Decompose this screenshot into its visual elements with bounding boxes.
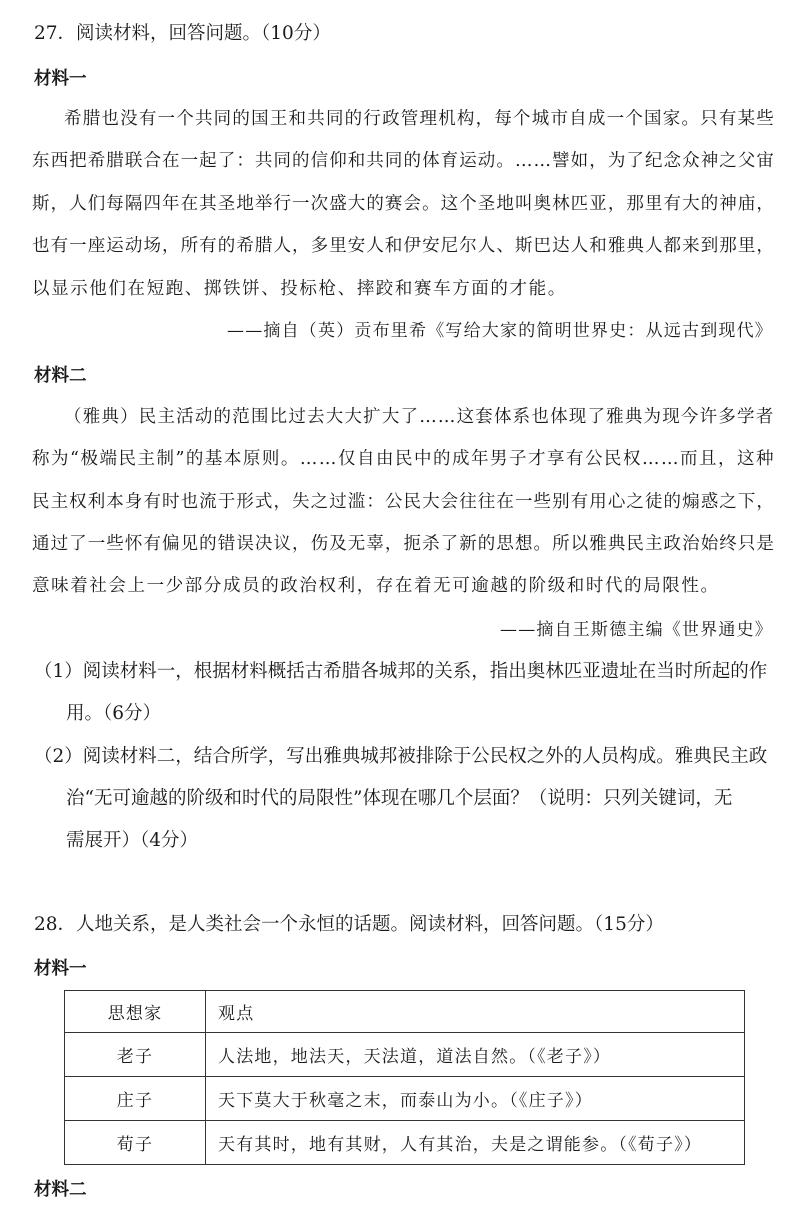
material-2-line: 意味着社会上一少部分成员的政治权利，存在着无可逾越的阶级和时代的局限性。 [32, 576, 720, 596]
sub-question-1: （1）阅读材料一，根据材料概括古希腊各城邦的关系，指出奥林匹亚遗址在当时所起的作 [34, 661, 768, 682]
table-header-thinker: 思想家 [65, 991, 206, 1033]
question-27-title: 27．阅读材料，回答问题。（10分） [34, 23, 331, 44]
table-row [65, 1077, 745, 1121]
material-1-heading: 材料一 [34, 69, 87, 89]
material-2-line: （雅典）民主活动的范围比过去大大扩大了……这套体系也体现了雅典为现今许多学者 [64, 407, 775, 427]
material-1-line: 以显示他们在短跑、掷铁饼、投标枪、摔跤和赛车方面的才能。 [32, 279, 567, 299]
table-row [65, 1121, 745, 1165]
table-header-viewpoint: 观点 [206, 991, 745, 1033]
material-2-line: 称为“极端民主制”的基本原则。……仅自由民中的成年男子才享有公民权……而且，这种 [32, 449, 775, 469]
material-1-line: 希腊也没有一个共同的国王和共同的行政管理机构，每个城市自成一个国家。只有某些 [64, 109, 775, 129]
material-2-line: 民主权利本身有时也流于形式，失之过滥：公民大会往往在一些别有用心之徒的煽惑之下， [32, 492, 775, 512]
material-1-source: ——摘自（英）贡布里希《写给大家的简明世界史：从远古到现代》 [227, 321, 773, 341]
material-2-heading: 材料二 [34, 366, 87, 386]
table-cell-viewpoint: 天下莫大于秋毫之末，而泰山为小。（《庄子》） [206, 1077, 745, 1121]
sub-question-2-cont: 治“无可逾越的阶级和时代的局限性”体现在哪几个层面？（说明：只列关键词，无 [66, 788, 733, 809]
table-cell-viewpoint: 天有其时，地有其财，人有其治，夫是之谓能参。（《荀子》） [206, 1121, 745, 1165]
table-cell-thinker: 老子 [65, 1033, 206, 1077]
material-2-line: 通过了一些怀有偏见的错误决议，伤及无辜，扼杀了新的思想。所以雅典民主政治始终只是 [32, 534, 775, 554]
material-1-heading: 材料一 [34, 959, 87, 979]
material-1-line: 斯，人们每隔四年在其圣地举行一次盛大的赛会。这个圣地叫奥林匹亚，那里有大的神庙， [32, 194, 775, 214]
material-1-line: 也有一座运动场，所有的希腊人，多里安人和伊安尼尔人、斯巴达人和雅典人都来到那里， [32, 236, 775, 256]
sub-question-2: （2）阅读材料二，结合所学，写出雅典城邦被排除于公民权之外的人员构成。雅典民主政 [34, 746, 768, 767]
table-cell-thinker: 荀子 [65, 1121, 206, 1165]
table-header-row [65, 991, 745, 1033]
material-2-heading: 材料二 [34, 1180, 87, 1200]
table-row [65, 1033, 745, 1077]
thinkers-table [64, 990, 745, 1165]
sub-question-1-cont: 用。（6分） [66, 703, 162, 724]
table-cell-thinker: 庄子 [65, 1077, 206, 1121]
material-2-source: ——摘自王斯德主编《世界通史》 [500, 620, 773, 640]
material-1-line: 东西把希腊联合在一起了：共同的信仰和共同的体育运动。……譬如，为了纪念众神之父宙 [32, 151, 775, 171]
question-28-title: 28．人地关系，是人类社会一个永恒的话题。阅读材料，回答问题。（15分） [34, 914, 664, 935]
sub-question-2-cont: 需展开）（4分） [66, 830, 199, 851]
table-cell-viewpoint: 人法地，地法天，天法道，道法自然。（《老子》） [206, 1033, 745, 1077]
